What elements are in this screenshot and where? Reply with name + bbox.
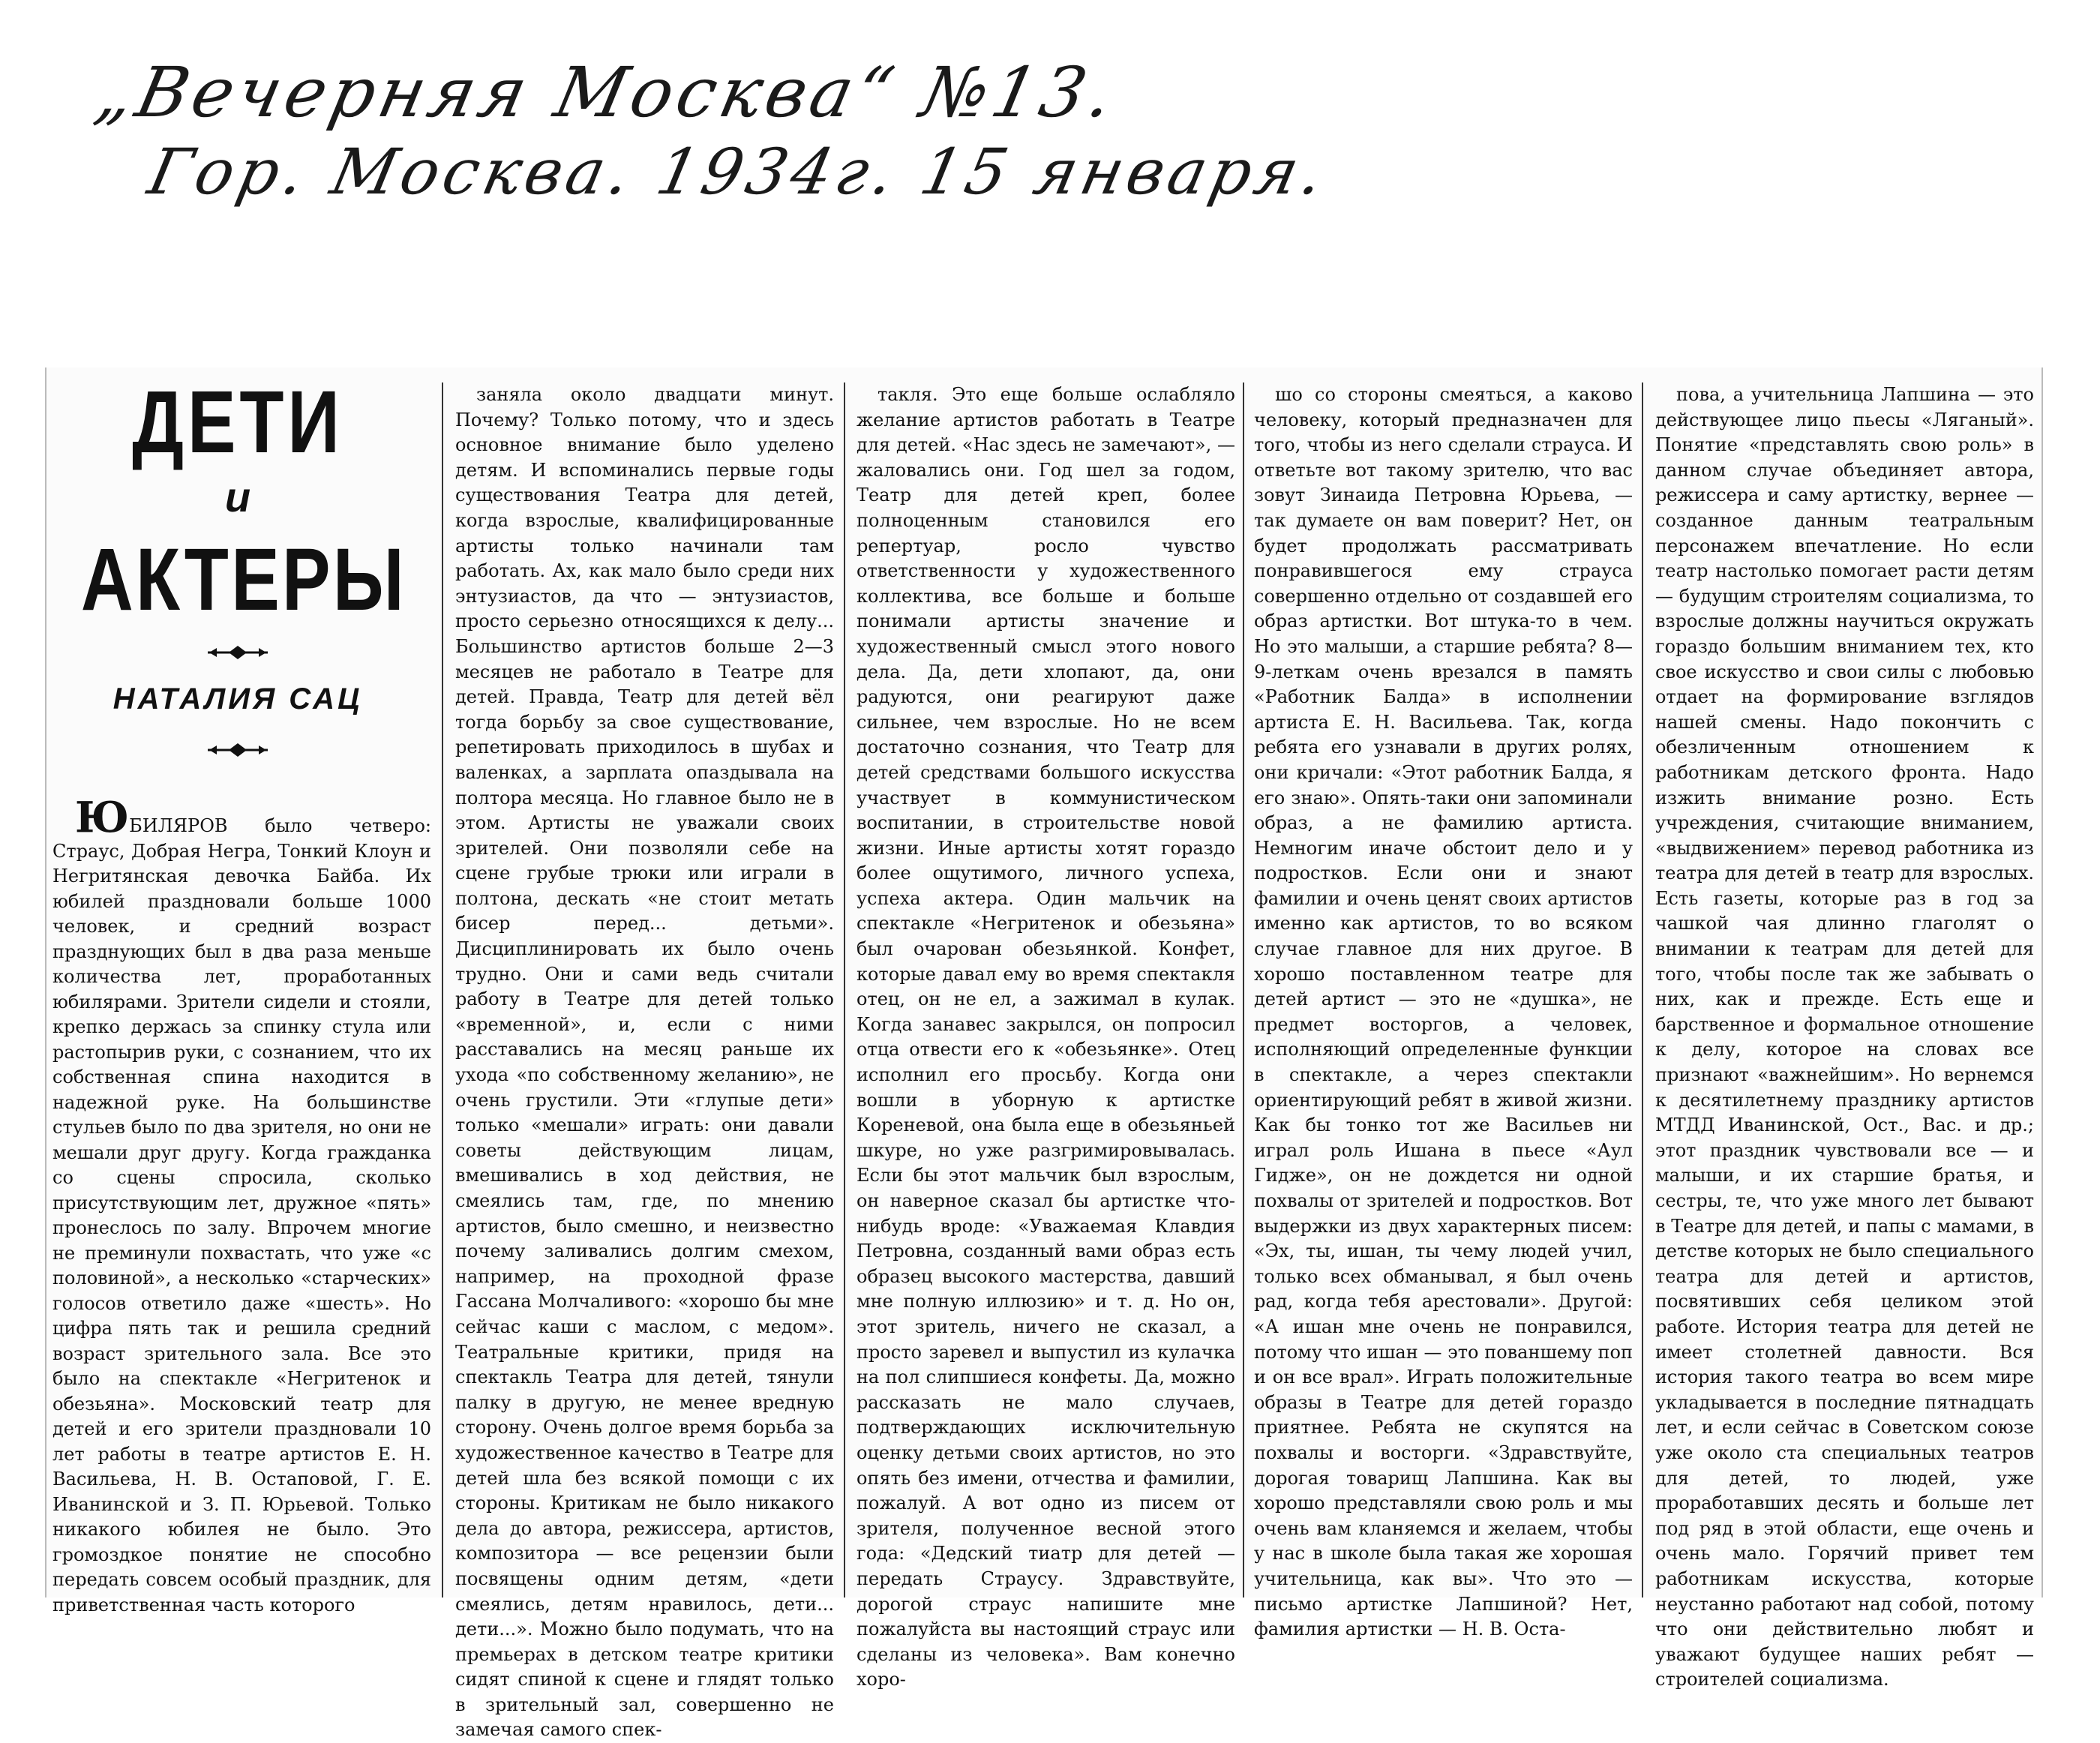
column-divider (844, 382, 845, 1598)
article-column-1 (52, 793, 431, 1616)
handwritten-note-line2: Гор. Москва. 1934г. 15 января. (142, 135, 1335, 208)
byline: НАТАЛИЯ САЦ (112, 682, 363, 716)
lead-text: БИЛЯРОВ было четверо: Страус, Добрая Негра, Тонкий Клоун и Негритянская девочка Байба. Их юбилей праздновали больше 1000 человек, и средний возраст празднующих был в два раза меньше количества лет, проработанных юбилярами. Зрители сидели и стояли, крепко держась за спинку стула или растопырив руки, с сознанием, что их собственная спина находится в надежной руке. На большинстве стульев было по два зрителя, но они не мешали друг другу. Когда гражданка со сцены спросила, сколько присутствующим лет, дружное «пять» пронеслось по залу. Впрочем многие не преминули похвастать, что уже «с половиной», а несколько «старческих» голосов ответило даже «шесть». Но цифра пять так и решила средний возраст зрительного зала. Все это было на спектакле «Негритенок и обезьяна». Московский театр для детей и его зрители праздновали 10 лет работы в театре артистов Е. Н. Васильева, Н. В. Остаповой, Г. Е. Иванинской и З. П. Юрьевой. Только никакого юбилея не было. Это громоздкое понятие не способно передать совсем особый праздник, для приветственная часть которого (52, 815, 431, 1616)
ornament-diamond-icon (208, 742, 268, 758)
title-line1: ДЕТИ (132, 373, 344, 472)
title-line2: и (224, 473, 251, 520)
article-column-5: пова, а учительница Лапшина — это действующее лицо пьесы «Ляганый». Понятие «представлять свою роль» в данном случае объединяет автора, режиссера и саму артистку, вернее — созданное данным театральным персонажем впечатление. Но если театр настолько помогает расти детям — будущим строителям социализма, то взрослые должны научиться окружать гораздо большим вниманием тех, кто свое искусство и свои силы с любовью отдает на формирование взглядов нашей смены. Надо покончить с обезличенным отношением к работникам детского фронта. Надо изжить внимание розно. Есть учреждения, считающие вниманием, «выдвижением» перевод работника из театра для детей в театр для взрослых. Есть газеты, которые раз в год за чашкой чая длинно глаголят о внимании к театрам для детей для того, чтобы после так же забывать о них, как и прежде. Есть еще и барственное и формальное отношение к делу, которое на словах все признают «важнейшим». Но вернемся к десятилетнему празднику артистов МТДД Иванинской, Ост., Вас. и др.; этот праздник чувствовали все — и малыши, и их старшие братья, и сестры, те, что уже много лет бывают в Театре для детей, и папы с мамами, в детстве которых не было специального театра для детей и артистов, посвятивших себя целиком этой работе. История театра для детей не имеет столетней давности. Вся история такого театра во всем мире укладывается в последние пятнадцать лет, и если сейчас в Советском союзе уже около ста специальных театров для детей, то людей, уже проработавших десять и больше лет под ряд в этой области, еще очень и очень мало. Горячий привет тем работникам искусства, которые неустанно работают над собой, потому что они действительно любят и уважают будущее наших ребят — строителей социализма. (1655, 384, 2034, 1690)
article-column-4: шо со стороны смеяться, а каково человеку, который предназначен для того, чтобы из него сделали страуса. И ответьте вот такому зрителю, что вас зовут Зинаида Петровна Юрьева, — так думаете он вам поверит? Нет, он будет продолжать рассматривать понравившегося ему страуса совершенно отдельно от создавшей его образ артистки. Вот штука-то в чем. Но это малыши, а старшие ребята? 8—9-леткам очень врезался в память «Работник Балда» в исполнении артиста Е. Н. Васильева. Так, когда ребята его узнавали в других ролях, они кричали: «Этот работник Балда, я его знаю». Опять-таки они запоминали образ, а не фамилию артиста. Немногим иначе обстоит дело и у подростков. Если они и знают фамилии и очень ценят своих артистов именно как артистов, то во всяком случае главное для них другое. В хорошо поставленном театре для детей артист — это не «душка», не предмет восторгов, а человек, исполняющий определенные функции в спектакле, а через спектакли ориентирующий ребят в живой жизни. Как бы тонко тот же Васильев ни играл роль Ишана в пьесе «Аул Гидже», он не дождется ни одной похвалы от зрителей и подростков. Вот выдержки из двух характерных писем: «Эх, ты, ишан, ты чему людей учил, только всех обманывал, я был очень рад, когда тебя арестовали». Другой: «А ишан мне очень не понравился, потому что ишан — это пованшему поп и он все врал». Играть положительные образы в Театре для детей гораздо приятнее. Ребята не скупятся на похвалы и восторги. «Здравствуйте, дорогая товарищ Лапшина. Как вы хорошо представляли свою роль и мы очень вам кланяемся и желаем, чтобы у нас в школе была такая же хорошая учительница, как вы». Что это — письмо артистке Лапшиной? Нет, фамилия артистки — Н. В. Оста- (1254, 384, 1633, 1640)
article-headline (46, 368, 429, 810)
title-line3: АКТЕРЫ (80, 530, 406, 629)
handwritten-note-line1: „Вечерняя Москва“ №13. (88, 52, 1125, 133)
column-divider (1642, 382, 1643, 1598)
drop-cap: Ю (75, 793, 130, 842)
article-column-2: заняла около двадцати минут. Почему? Только потому, что и здесь основное внимание было уделено детям. И вспоминались первые годы существования Театра для детей, когда взрослые, квалифицированные артисты только начинали там работать. Ах, как мало было среди них энтузиастов, да что — энтузиастов, просто серьезно относящихся к делу... Большинство артистов больше 2—3 месяцев не работало в Театре для детей. Правда, Театр для детей вёл тогда борьбу за свое существование, репетировать приходилось в шубах и валенках, а зарплата опаздывала на полтора месяца. Но главное было не в этом. Артисты не уважали своих зрителей. Они позволяли себе на сцене грубые трюки или играли в полтона, дескать «не стоит метать бисер перед... детьми». Дисциплинировать их было очень трудно. Они и сами ведь считали работу в Театре для детей только «временной», и, если с ними расставались на месяц раньше их ухода «по собственному желанию», не очень грустили. Эти «глупые дети» только «мешали» играть: они давали советы действующим лицам, вмешивались в ход действия, не смеялись там, где, по мнению артистов, было смешно, и неизвестно почему заливались долгим смехом, например, на проходной фразе Гассана Молчаливого: «хорошо бы мне сейчас каши с маслом, с медом». Театральные критики, придя на спектакль Театра для детей, тянули палку в другую, не менее вредную сторону. Очень долгое время борьба за художественное качество в Театре для детей шла без всякой помощи с их стороны. Критикам не было никакого дела до автора, режиссера, артистов, композитора — все рецензии были посвящены одним детям, «дети смеялись, детям нравилось, дети... дети...». Можно было подумать, что на премьерах в детском театре критики сидят спиной к сцене и глядят только в зрительный зал, совершенно не замечая самого спек- (455, 384, 834, 1741)
article-column-3: такля. Это еще больше ослабляло желание артистов работать в Театре для детей. «Нас здесь не замечают», — жаловались они. Год шел за годом, Театр для детей креп, более полноценным становился его репертуар, росло чувство ответственности у художественного коллектива, все больше и больше понимали артисты значение и художественный смысл этого нового дела. Да, дети хлопают, да, они радуются, они реагируют даже сильнее, чем взрослые. Но не всем достаточно сознания, что Театр для детей средствами большого искусства участвует в коммунистическом воспитании, в строительстве новой жизни. Иные артисты хотят гораздо более ощутимого, личного успеха, успеха актера. Один мальчик на спектакле «Негритенок и обезьяна» был очарован обезьянкой. Конфет, которые давал ему во время спектакля отец, он не ел, а зажимал в кулак. Когда занавес закрылся, он попросил отца отвести его к «обезьянке». Отец исполнил его просьбу. Когда они вошли в уборную к артистке Кореневой, она была еще в обезьяньей шкуре, но уже разгримировывалась. Если бы этот мальчик был взрослым, он наверное сказал бы артистке что-нибудь вроде: «Уважаемая Клавдия Петровна, созданный вами образ есть образец высокого мастерства, давший мне полную иллюзию» и т. д. Но он, этот зритель, ничего не сказал, а просто заревел и выпустил из кулачка на пол слипшиеся конфеты. Да, можно рассказать не мало случаев, подтверждающих исключительную оценку детьми своих артистов, но это опять без имени, отчества и фамилии, пожалуй. А вот одно из писем от зрителя, полученное весной этого года: «Дедский тиатр для детей — передать Страусу. Здравствуйте, дорогой страус напишите мне пожалуйста вы настоящий страус или сделаны из человека». Вам конечно хоро- (856, 384, 1235, 1690)
newspaper-clipping (45, 368, 2043, 1741)
ornament-diamond-icon (208, 645, 268, 660)
column-divider (1243, 382, 1244, 1598)
column-divider (442, 382, 443, 1598)
